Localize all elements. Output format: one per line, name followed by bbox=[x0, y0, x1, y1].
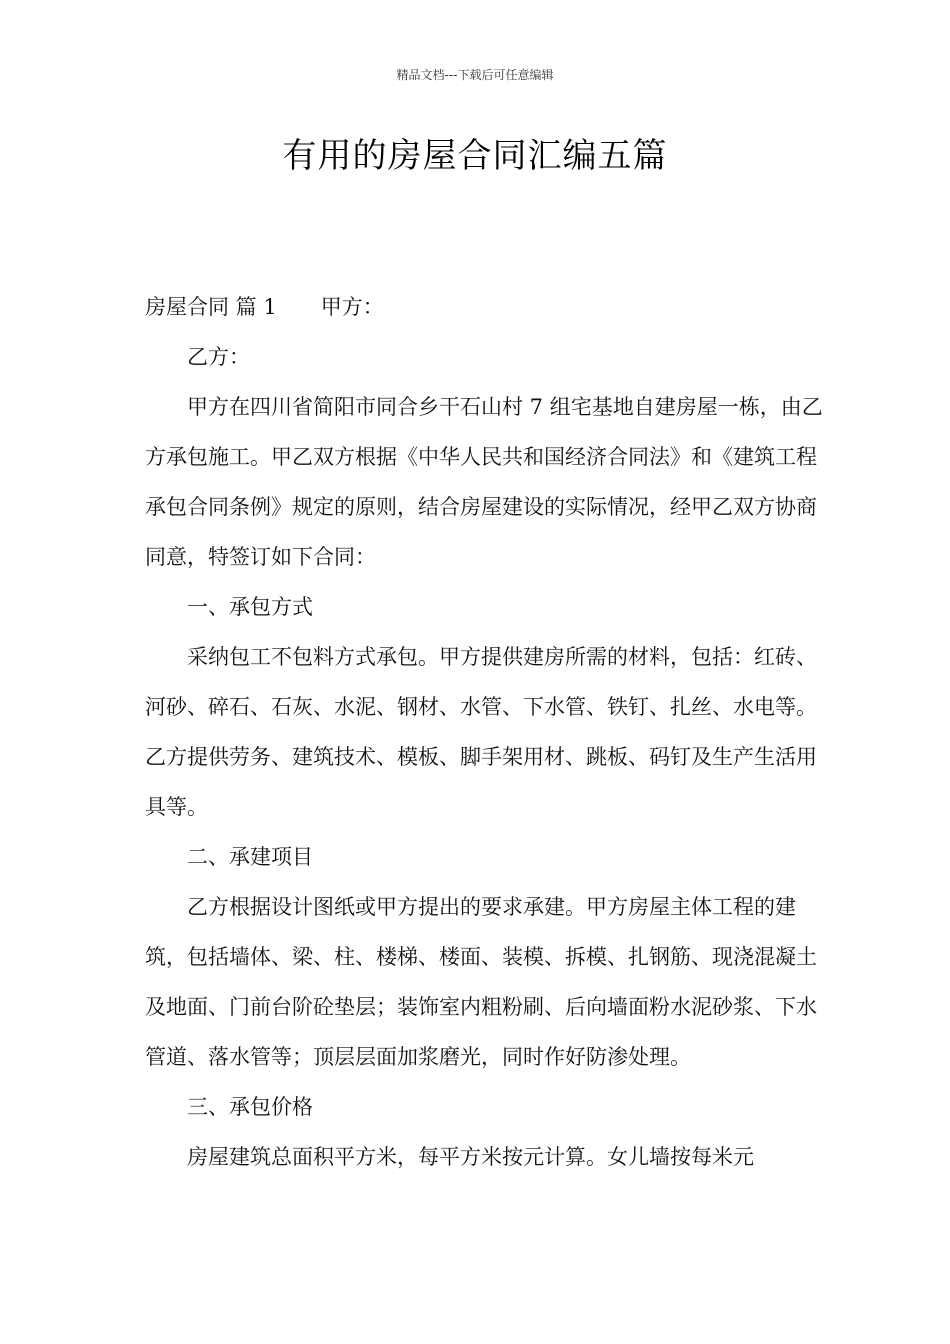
document-title: 有用的房屋合同汇编五篇 bbox=[282, 136, 668, 176]
paragraph-section-3: 房屋建筑总面积平方米，每平方米按元计算。女儿墙按每米元 bbox=[187, 1145, 754, 1169]
header-note: 精品文档---下载后可任意编辑 bbox=[396, 68, 554, 82]
party-a-label: 甲方： bbox=[320, 295, 384, 319]
section-heading-1: 一、承包方式 bbox=[187, 595, 313, 619]
paragraph-section-1: 采纳包工不包料方式承包。甲方提供建房所需的材料，包括：红砖、河砂、碎石、石灰、水泥、钢材、水管、下水管、铁钉、扎丝、水电等。乙方提供劳务、建筑技术、模板、脚手架用材、跳板、码钉及生产生活用具等。 bbox=[145, 645, 817, 819]
section-heading-3: 三、承包价格 bbox=[187, 1095, 313, 1119]
section-heading-2: 二、承建项目 bbox=[187, 845, 313, 869]
first-line bbox=[145, 282, 825, 332]
paragraph-section-2: 乙方根据设计图纸或甲方提出的要求承建。甲方房屋主体工程的建筑，包括墙体、梁、柱、楼梯、楼面、装模、拆模、扎钢筋、现浇混凝土及地面、门前台阶砼垫层；装饰室内粗粉刷、后向墙面粉水泥砂浆、下水管道、落水管等；顶层层面加浆磨光，同时作好防渗处理。 bbox=[145, 895, 817, 1069]
paragraph-party-b: 乙方： bbox=[187, 345, 250, 369]
document-body bbox=[145, 282, 825, 1182]
section-label: 房屋合同 篇 1 bbox=[145, 295, 277, 319]
paragraph-intro: 甲方在四川省简阳市同合乡干石山村 7 组宅基地自建房屋一栋，由乙方承包施工。甲乙双方根据《中华人民共和国经济合同法》和《建筑工程承包合同条例》规定的原则，结合房屋建设的实际情况，经甲乙双方协商同意，特签订如下合同： bbox=[145, 395, 823, 569]
